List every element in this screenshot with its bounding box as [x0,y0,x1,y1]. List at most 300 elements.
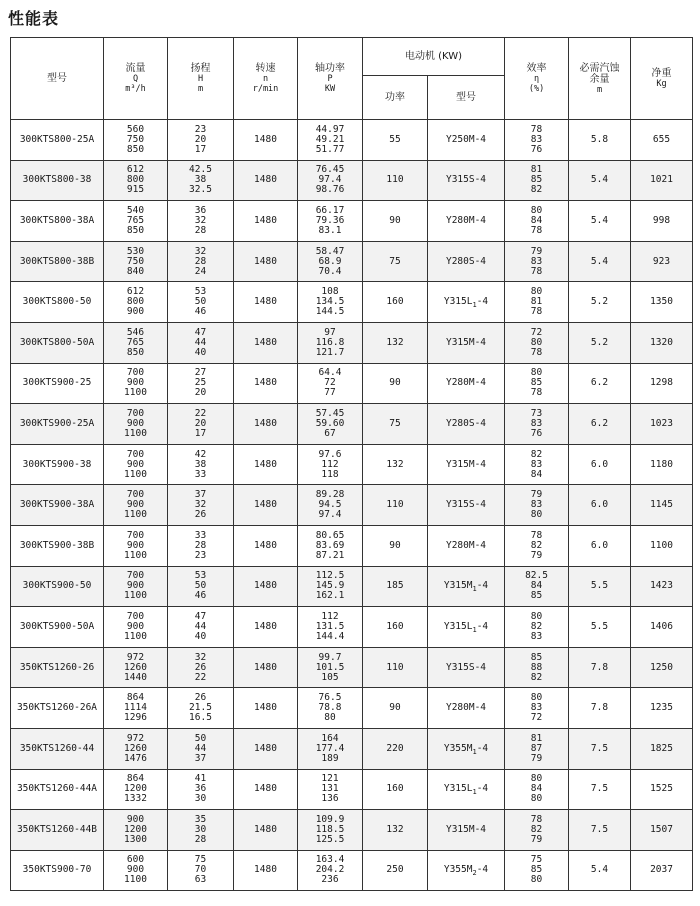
table-row [11,241,693,282]
cell-speed: 1480 [234,566,298,607]
cell-efficiency-value: 81 [530,164,543,176]
cell-flow [104,647,168,688]
cell-model: 300KTS900-38 [11,444,104,485]
cell-head-value: 22 [194,407,207,419]
cell-motor-power: 90 [363,363,428,404]
cell-weight: 1235 [631,688,693,729]
cell-speed: 1480 [234,688,298,729]
cell-flow [104,566,168,607]
cell-model: 350KTS1260-44B [11,810,104,851]
cell-efficiency [505,728,569,769]
cell-efficiency-value: 78 [530,224,543,236]
cell-flow-value: 1100 [124,549,147,561]
cell-head-value: 47 [194,326,207,338]
cell-flow-value: 915 [126,184,145,196]
cell-efficiency-value: 81 [530,732,543,744]
cell-shaft-power-value: 79.36 [315,214,345,226]
cell-speed: 1480 [234,810,298,851]
cell-flow-value: 900 [126,458,145,470]
cell-shaft-power [298,241,363,282]
cell-shaft-power-value: 108 [321,286,339,298]
cell-head-value: 28 [194,224,207,236]
cell-efficiency [505,444,569,485]
cell-flow-value: 800 [126,296,145,308]
cell-head-value: 50 [194,732,207,744]
cell-efficiency [505,485,569,526]
cell-flow [104,688,168,729]
cell-npsh: 7.5 [569,769,631,810]
cell-speed: 1480 [234,728,298,769]
cell-flow-value: 1476 [124,752,147,764]
cell-head-value: 40 [194,346,207,358]
cell-head [168,201,234,242]
cell-motor-model: $Y355M_2-4$ [428,850,505,891]
cell-efficiency-value: 80 [530,610,543,622]
cell-efficiency-value: 87 [530,742,543,754]
cell-shaft-power-value: 77 [324,387,336,399]
cell-speed: 1480 [234,241,298,282]
cell-head-value: 28 [194,255,207,267]
cell-flow-value: 1100 [124,468,147,480]
cell-npsh: 5.4 [569,201,631,242]
cell-flow [104,404,168,445]
cell-motor-power: 75 [363,241,428,282]
cell-speed: 1480 [234,485,298,526]
cell-head-value: 46 [194,306,207,318]
cell-head [168,363,234,404]
cell-motor-power: 185 [363,566,428,607]
cell-flow-value: 1100 [124,630,147,642]
cell-npsh: 7.8 [569,688,631,729]
cell-head [168,404,234,445]
cell-head-value: 26 [194,509,207,521]
cell-flow-value: 900 [126,620,145,632]
cell-flow [104,444,168,485]
cell-shaft-power [298,322,363,363]
cell-efficiency-value: 80 [530,286,543,298]
cell-efficiency-value: 72 [530,712,543,724]
cell-efficiency-value: 78 [530,529,543,541]
cell-shaft-power-value: 76.5 [318,692,342,704]
cell-shaft-power-value: 64.4 [318,367,342,379]
cell-head [168,647,234,688]
cell-motor-power: 160 [363,282,428,323]
cell-speed: 1480 [234,607,298,648]
cell-npsh: 7.5 [569,728,631,769]
cell-shaft-power-value: 131.5 [315,620,345,632]
cell-head-value: 44 [194,336,207,348]
cell-flow-value: 546 [126,326,145,338]
cell-motor-model: $Y355M_1-4$ [428,728,505,769]
cell-flow [104,525,168,566]
cell-efficiency-value: 85 [530,174,543,186]
cell-motor-model: Y315S-4 [428,647,505,688]
table-row [11,160,693,201]
cell-shaft-power-value: 189 [321,752,339,764]
cell-motor-power: 55 [363,120,428,161]
cell-head-value: 42.5 [189,164,212,176]
cell-flow-value: 700 [126,489,145,501]
cell-motor-model: Y280S-4 [428,241,505,282]
cell-flow-value: 900 [126,813,145,825]
cell-head-value: 32 [194,651,207,663]
cell-head-value: 23 [194,549,207,561]
cell-efficiency-value: 85 [530,651,543,663]
cell-flow-value: 750 [126,133,145,145]
cell-head-value: 42 [194,448,207,460]
cell-model: 350KTS1260-44 [11,728,104,769]
cell-head-value: 32 [194,499,207,511]
cell-head [168,769,234,810]
cell-flow-value: 850 [126,224,145,236]
cell-efficiency-value: 79 [530,833,543,845]
cell-shaft-power-value: 105 [321,671,339,683]
cell-weight: 1507 [631,810,693,851]
cell-shaft-power [298,160,363,201]
cell-npsh: 6.0 [569,444,631,485]
cell-flow-value: 1100 [124,509,147,521]
cell-shaft-power-value: 162.1 [315,590,345,602]
cell-head-value: 32.5 [189,184,212,196]
cell-flow-value: 1200 [124,783,147,795]
cell-model: 300KTS800-38A [11,201,104,242]
cell-head-value: 30 [194,823,207,835]
cell-flow-value: 750 [126,255,145,267]
cell-weight: 1298 [631,363,693,404]
cell-flow-value: 1100 [124,590,147,602]
cell-efficiency-value: 76 [530,427,543,439]
cell-efficiency-value: 80 [530,336,543,348]
cell-head [168,728,234,769]
cell-model: 300KTS800-38B [11,241,104,282]
cell-model: 300KTS900-25A [11,404,104,445]
cell-flow-value: 1260 [124,742,147,754]
cell-shaft-power-value: 145.9 [315,580,345,592]
cell-shaft-power-value: 112 [321,458,339,470]
cell-shaft-power-value: 89.28 [315,489,345,501]
cell-npsh: 5.2 [569,282,631,323]
cell-speed: 1480 [234,160,298,201]
cell-flow-value: 800 [126,174,145,186]
cell-efficiency-value: 80 [530,367,543,379]
cell-weight: 1406 [631,607,693,648]
cell-head-value: 33 [194,529,207,541]
cell-efficiency-value: 75 [530,854,543,866]
cell-motor-model: Y280S-4 [428,404,505,445]
cell-model: 300KTS900-38A [11,485,104,526]
cell-motor-model: Y315S-4 [428,485,505,526]
col-head: 扬程 H m [168,38,234,120]
cell-speed: 1480 [234,363,298,404]
cell-shaft-power-value: 44.97 [315,123,345,135]
cell-flow-value: 850 [126,143,145,155]
cell-flow [104,201,168,242]
cell-npsh: 5.2 [569,322,631,363]
cell-efficiency-value: 82 [530,620,543,632]
cell-motor-power: 110 [363,647,428,688]
table-row [11,120,693,161]
cell-head-value: 20 [194,387,207,399]
cell-model: 300KTS900-50 [11,566,104,607]
cell-efficiency-value: 85 [530,590,543,602]
cell-shaft-power-value: 76.45 [315,164,345,176]
cell-head-value: 53 [194,570,207,582]
cell-weight: 998 [631,201,693,242]
cell-shaft-power-value: 78.8 [318,702,342,714]
cell-model: 350KTS900-70 [11,850,104,891]
cell-head-value: 23 [194,123,207,135]
cell-shaft-power-value: 72 [324,377,336,389]
cell-npsh: 6.0 [569,485,631,526]
cell-flow [104,769,168,810]
cell-head-value: 28 [194,833,207,845]
cell-weight: 1825 [631,728,693,769]
cell-head-value: 17 [194,143,207,155]
table-row [11,850,693,891]
cell-flow [104,607,168,648]
col-efficiency: 效率 η (%) [505,38,569,120]
cell-weight: 2037 [631,850,693,891]
cell-flow-value: 1100 [124,387,147,399]
cell-flow-value: 972 [126,732,145,744]
cell-head [168,241,234,282]
cell-shaft-power-value: 118.5 [315,823,345,835]
cell-shaft-power [298,525,363,566]
col-shaft-power: 轴功率 P KW [298,38,363,120]
cell-motor-model: $Y315L_1-4$ [428,607,505,648]
cell-motor-power: 160 [363,607,428,648]
cell-model: 350KTS1260-44A [11,769,104,810]
cell-flow-value: 864 [126,692,145,704]
cell-flow-value: 900 [126,377,145,389]
cell-motor-model: Y280M-4 [428,201,505,242]
cell-efficiency [505,525,569,566]
table-row [11,201,693,242]
cell-efficiency-value: 83 [530,630,543,642]
table-row [11,444,693,485]
cell-head-value: 27 [194,367,207,379]
table-row [11,404,693,445]
cell-efficiency-value: 84 [530,214,543,226]
cell-head [168,850,234,891]
cell-flow-value: 700 [126,448,145,460]
performance-table [10,37,693,891]
cell-motor-model: Y315M-4 [428,322,505,363]
cell-model: 300KTS800-50 [11,282,104,323]
cell-efficiency [505,810,569,851]
cell-head [168,444,234,485]
cell-weight: 1145 [631,485,693,526]
cell-efficiency-value: 80 [530,773,543,785]
cell-efficiency-value: 78 [530,346,543,358]
cell-shaft-power-value: 144.5 [315,306,345,318]
cell-shaft-power-value: 67 [324,427,336,439]
cell-head-value: 37 [194,752,207,764]
cell-model: 350KTS1260-26A [11,688,104,729]
cell-efficiency-value: 82 [530,823,543,835]
cell-efficiency-value: 73 [530,407,543,419]
cell-flow-value: 850 [126,346,145,358]
table-row [11,282,693,323]
cell-weight: 1525 [631,769,693,810]
cell-efficiency-value: 80 [530,509,543,521]
cell-efficiency [505,363,569,404]
table-row [11,647,693,688]
cell-flow-value: 540 [126,204,145,216]
cell-model: 300KTS800-38 [11,160,104,201]
cell-head [168,525,234,566]
cell-npsh: 5.5 [569,566,631,607]
cell-shaft-power-value: 125.5 [315,833,345,845]
cell-npsh: 7.5 [569,810,631,851]
cell-flow [104,728,168,769]
cell-flow-value: 864 [126,773,145,785]
cell-head-value: 26 [194,661,207,673]
cell-weight: 655 [631,120,693,161]
cell-model: 300KTS900-25 [11,363,104,404]
cell-shaft-power-value: 97 [324,326,336,338]
cell-flow-value: 900 [126,417,145,429]
cell-shaft-power-value: 121 [321,773,339,785]
cell-shaft-power-value: 101.5 [315,661,345,673]
cell-shaft-power-value: 83.69 [315,539,345,551]
cell-shaft-power [298,728,363,769]
table-row [11,769,693,810]
cell-motor-model: Y280M-4 [428,688,505,729]
cell-head-value: 33 [194,468,207,480]
cell-shaft-power-value: 87.21 [315,549,345,561]
cell-head-value: 50 [194,296,207,308]
cell-flow-value: 1332 [124,793,147,805]
cell-shaft-power-value: 136 [321,793,339,805]
cell-head [168,160,234,201]
cell-shaft-power-value: 98.76 [315,184,345,196]
cell-efficiency-value: 85 [530,377,543,389]
cell-flow [104,363,168,404]
cell-flow-value: 1100 [124,874,147,886]
cell-shaft-power-value: 66.17 [315,204,345,216]
cell-efficiency-value: 78 [530,387,543,399]
cell-shaft-power-value: 109.9 [315,813,345,825]
cell-efficiency-value: 80 [530,692,543,704]
cell-flow-value: 530 [126,245,145,257]
cell-speed: 1480 [234,444,298,485]
cell-efficiency-value: 84 [530,580,543,592]
cell-shaft-power-value: 49.21 [315,133,345,145]
cell-efficiency [505,120,569,161]
cell-flow-value: 1100 [124,427,147,439]
cell-efficiency-value: 80 [530,204,543,216]
cell-flow-value: 1440 [124,671,147,683]
cell-shaft-power-value: 134.5 [315,296,345,308]
table-row [11,810,693,851]
cell-efficiency [505,282,569,323]
cell-efficiency-value: 82 [530,539,543,551]
cell-shaft-power-value: 58.47 [315,245,345,257]
cell-speed: 1480 [234,322,298,363]
table-body [11,120,693,891]
cell-npsh: 6.2 [569,363,631,404]
cell-weight: 1350 [631,282,693,323]
cell-speed: 1480 [234,647,298,688]
cell-head [168,688,234,729]
col-speed: 转速 n r/min [234,38,298,120]
cell-shaft-power-value: 97.4 [318,174,342,186]
cell-flow [104,282,168,323]
cell-flow-value: 700 [126,610,145,622]
table-row [11,485,693,526]
cell-flow-value: 900 [126,499,145,511]
cell-motor-model: Y315M-4 [428,444,505,485]
cell-efficiency-value: 82 [530,448,543,460]
cell-motor-model: $Y315M_1-4$ [428,566,505,607]
cell-head [168,810,234,851]
cell-motor-model: Y315M-4 [428,810,505,851]
cell-shaft-power [298,647,363,688]
cell-flow-value: 700 [126,367,145,379]
cell-shaft-power [298,769,363,810]
cell-head-value: 16.5 [189,712,212,724]
cell-head-value: 35 [194,813,207,825]
cell-speed: 1480 [234,120,298,161]
cell-flow-value: 1260 [124,661,147,673]
cell-efficiency [505,201,569,242]
cell-head-value: 25 [194,377,207,389]
cell-motor-model: $Y315L_1-4$ [428,282,505,323]
cell-motor-power: 132 [363,444,428,485]
col-motor-model: 型号 [428,76,505,120]
cell-shaft-power-value: 118 [321,468,339,480]
cell-shaft-power-value: 112.5 [315,570,345,582]
cell-npsh: 6.0 [569,525,631,566]
cell-shaft-power-value: 97.4 [318,509,342,521]
cell-efficiency-value: 83 [530,499,543,511]
cell-speed: 1480 [234,282,298,323]
cell-head-value: 70 [194,864,207,876]
cell-flow [104,241,168,282]
cell-npsh: 5.4 [569,850,631,891]
cell-motor-power: 90 [363,525,428,566]
col-model: 型号 [11,38,104,120]
cell-weight: 1023 [631,404,693,445]
table-row [11,688,693,729]
cell-motor-model: Y280M-4 [428,363,505,404]
cell-flow-value: 612 [126,164,145,176]
cell-npsh: 7.8 [569,647,631,688]
cell-flow-value: 700 [126,529,145,541]
cell-efficiency [505,241,569,282]
cell-motor-model: Y315S-4 [428,160,505,201]
cell-flow [104,810,168,851]
cell-shaft-power [298,282,363,323]
cell-head [168,120,234,161]
cell-efficiency-value: 79 [530,549,543,561]
cell-shaft-power-value: 59.60 [315,417,345,429]
cell-speed: 1480 [234,525,298,566]
cell-shaft-power [298,363,363,404]
cell-efficiency-value: 83 [530,417,543,429]
cell-shaft-power-value: 112 [321,610,339,622]
col-npsh: 必需汽蚀 余量 m [569,38,631,120]
cell-head-value: 22 [194,671,207,683]
cell-head-value: 30 [194,793,207,805]
cell-shaft-power-value: 51.77 [315,143,345,155]
cell-flow-value: 765 [126,336,145,348]
cell-head-value: 44 [194,620,207,632]
cell-shaft-power [298,607,363,648]
cell-flow-value: 972 [126,651,145,663]
cell-efficiency [505,404,569,445]
